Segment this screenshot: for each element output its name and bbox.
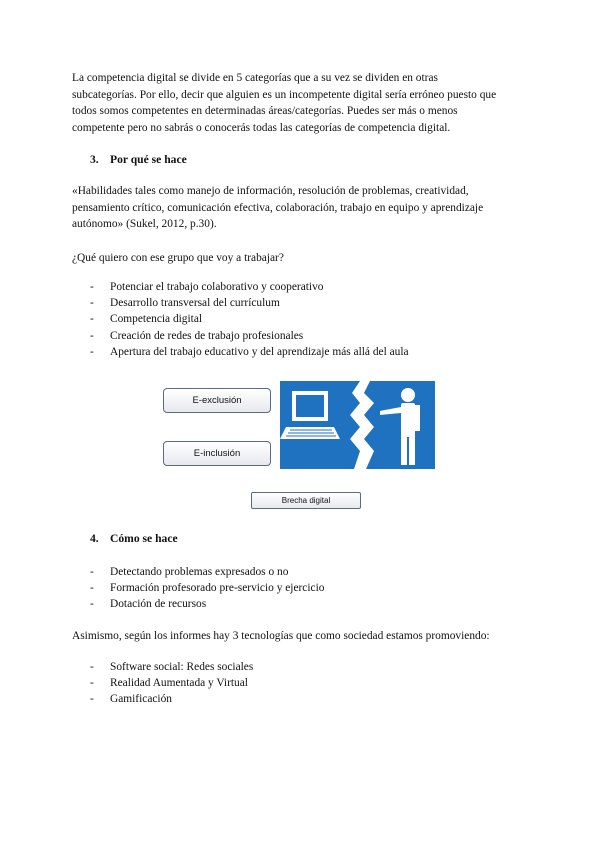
list-item-text: Gamificación — [110, 693, 172, 706]
list-item — [90, 311, 409, 327]
person-icon — [380, 388, 420, 465]
intro-line: todos somos competentes en determinadas áreas/categorías. Puedes ser más o menos — [72, 105, 458, 117]
quote-line: «Habilidades tales como manejo de información, resolución de problemas, creatividad, — [72, 185, 469, 197]
list-item-text: Software social: Redes sociales — [110, 661, 254, 673]
list-item — [90, 295, 409, 311]
digital-divide-caption: Brecha digital — [251, 492, 361, 509]
list-item-text: Detectando problemas expresados o no — [110, 566, 289, 578]
intro-line: subcategorías. Por ello, decir que alguien es un incompetente digital sería erróneo puesto que — [72, 88, 497, 101]
list-dash: - — [90, 661, 94, 673]
list-item — [90, 344, 409, 360]
list-dash: - — [90, 566, 94, 578]
divide-illustration-svg — [280, 381, 435, 469]
section-4-heading — [90, 532, 178, 545]
list-item-text: Formación profesorado pre-servicio y ejercicio — [110, 582, 325, 595]
laptop-icon — [280, 391, 340, 439]
list-item-text: Dotación de recursos — [110, 598, 207, 611]
list-item-text: Apertura del trabajo educativo y del aprendizaje más allá del aula — [110, 345, 409, 358]
quote-line: pensamiento crítico, comunicación efectiva, colaboración, trabajo en equipo y aprendizaje — [72, 201, 484, 214]
e-inclusion-box: E-inclusión — [163, 441, 271, 466]
quote-line: autónomo» (Sukel, 2012, p.30). — [72, 218, 217, 230]
section-4-number: 4. — [90, 532, 99, 545]
list-item — [90, 328, 409, 344]
list-dash: - — [90, 329, 94, 342]
intro-paragraph — [72, 70, 524, 136]
list-item — [90, 580, 324, 596]
divide-crack-icon — [350, 381, 374, 469]
list-item-text: Realidad Aumentada y Virtual — [110, 677, 248, 690]
technologies-paragraph: Asimismo, según los informes hay 3 tecnologías que como sociedad estamos promoviendo: — [72, 630, 490, 642]
list-item — [90, 564, 324, 580]
list-item-text: Potenciar el trabajo colaborativo y cooperativo — [110, 281, 324, 293]
section-3-list — [90, 279, 409, 360]
e-exclusion-box: E-exclusión — [163, 388, 271, 413]
list-item — [90, 596, 324, 612]
intro-line: La competencia digital se divide en 5 categorías que a su vez se dividen en otras — [72, 72, 438, 84]
list-item — [90, 691, 253, 707]
list-item — [90, 675, 253, 691]
digital-divide-illustration — [280, 381, 435, 469]
section-4-list — [90, 564, 324, 613]
intro-line: competente pero no sabrás o conocerás todas las categorías de competencia digital. — [72, 121, 451, 134]
section-3-title: Por qué se hace — [110, 153, 187, 166]
list-dash: - — [90, 598, 94, 611]
list-item — [90, 659, 253, 675]
list-dash: - — [90, 345, 94, 358]
list-dash: - — [90, 693, 94, 706]
list-dash: - — [90, 281, 94, 293]
technologies-list — [90, 659, 253, 708]
list-item-text: Creación de redes de trabajo profesionales — [110, 329, 304, 342]
question-text: ¿Qué quiero con ese grupo que voy a trabajar? — [72, 252, 284, 264]
quote-paragraph — [72, 183, 524, 233]
list-dash: - — [90, 582, 94, 595]
section-3-heading — [90, 153, 187, 166]
list-item-text: Desarrollo transversal del currículum — [110, 297, 280, 310]
list-item — [90, 279, 409, 295]
section-4-title: Cómo se hace — [110, 532, 178, 545]
list-dash: - — [90, 677, 94, 690]
section-3-number: 3. — [90, 153, 99, 166]
list-dash: - — [90, 297, 94, 310]
list-dash: - — [90, 313, 94, 326]
list-item-text: Competencia digital — [110, 313, 203, 326]
